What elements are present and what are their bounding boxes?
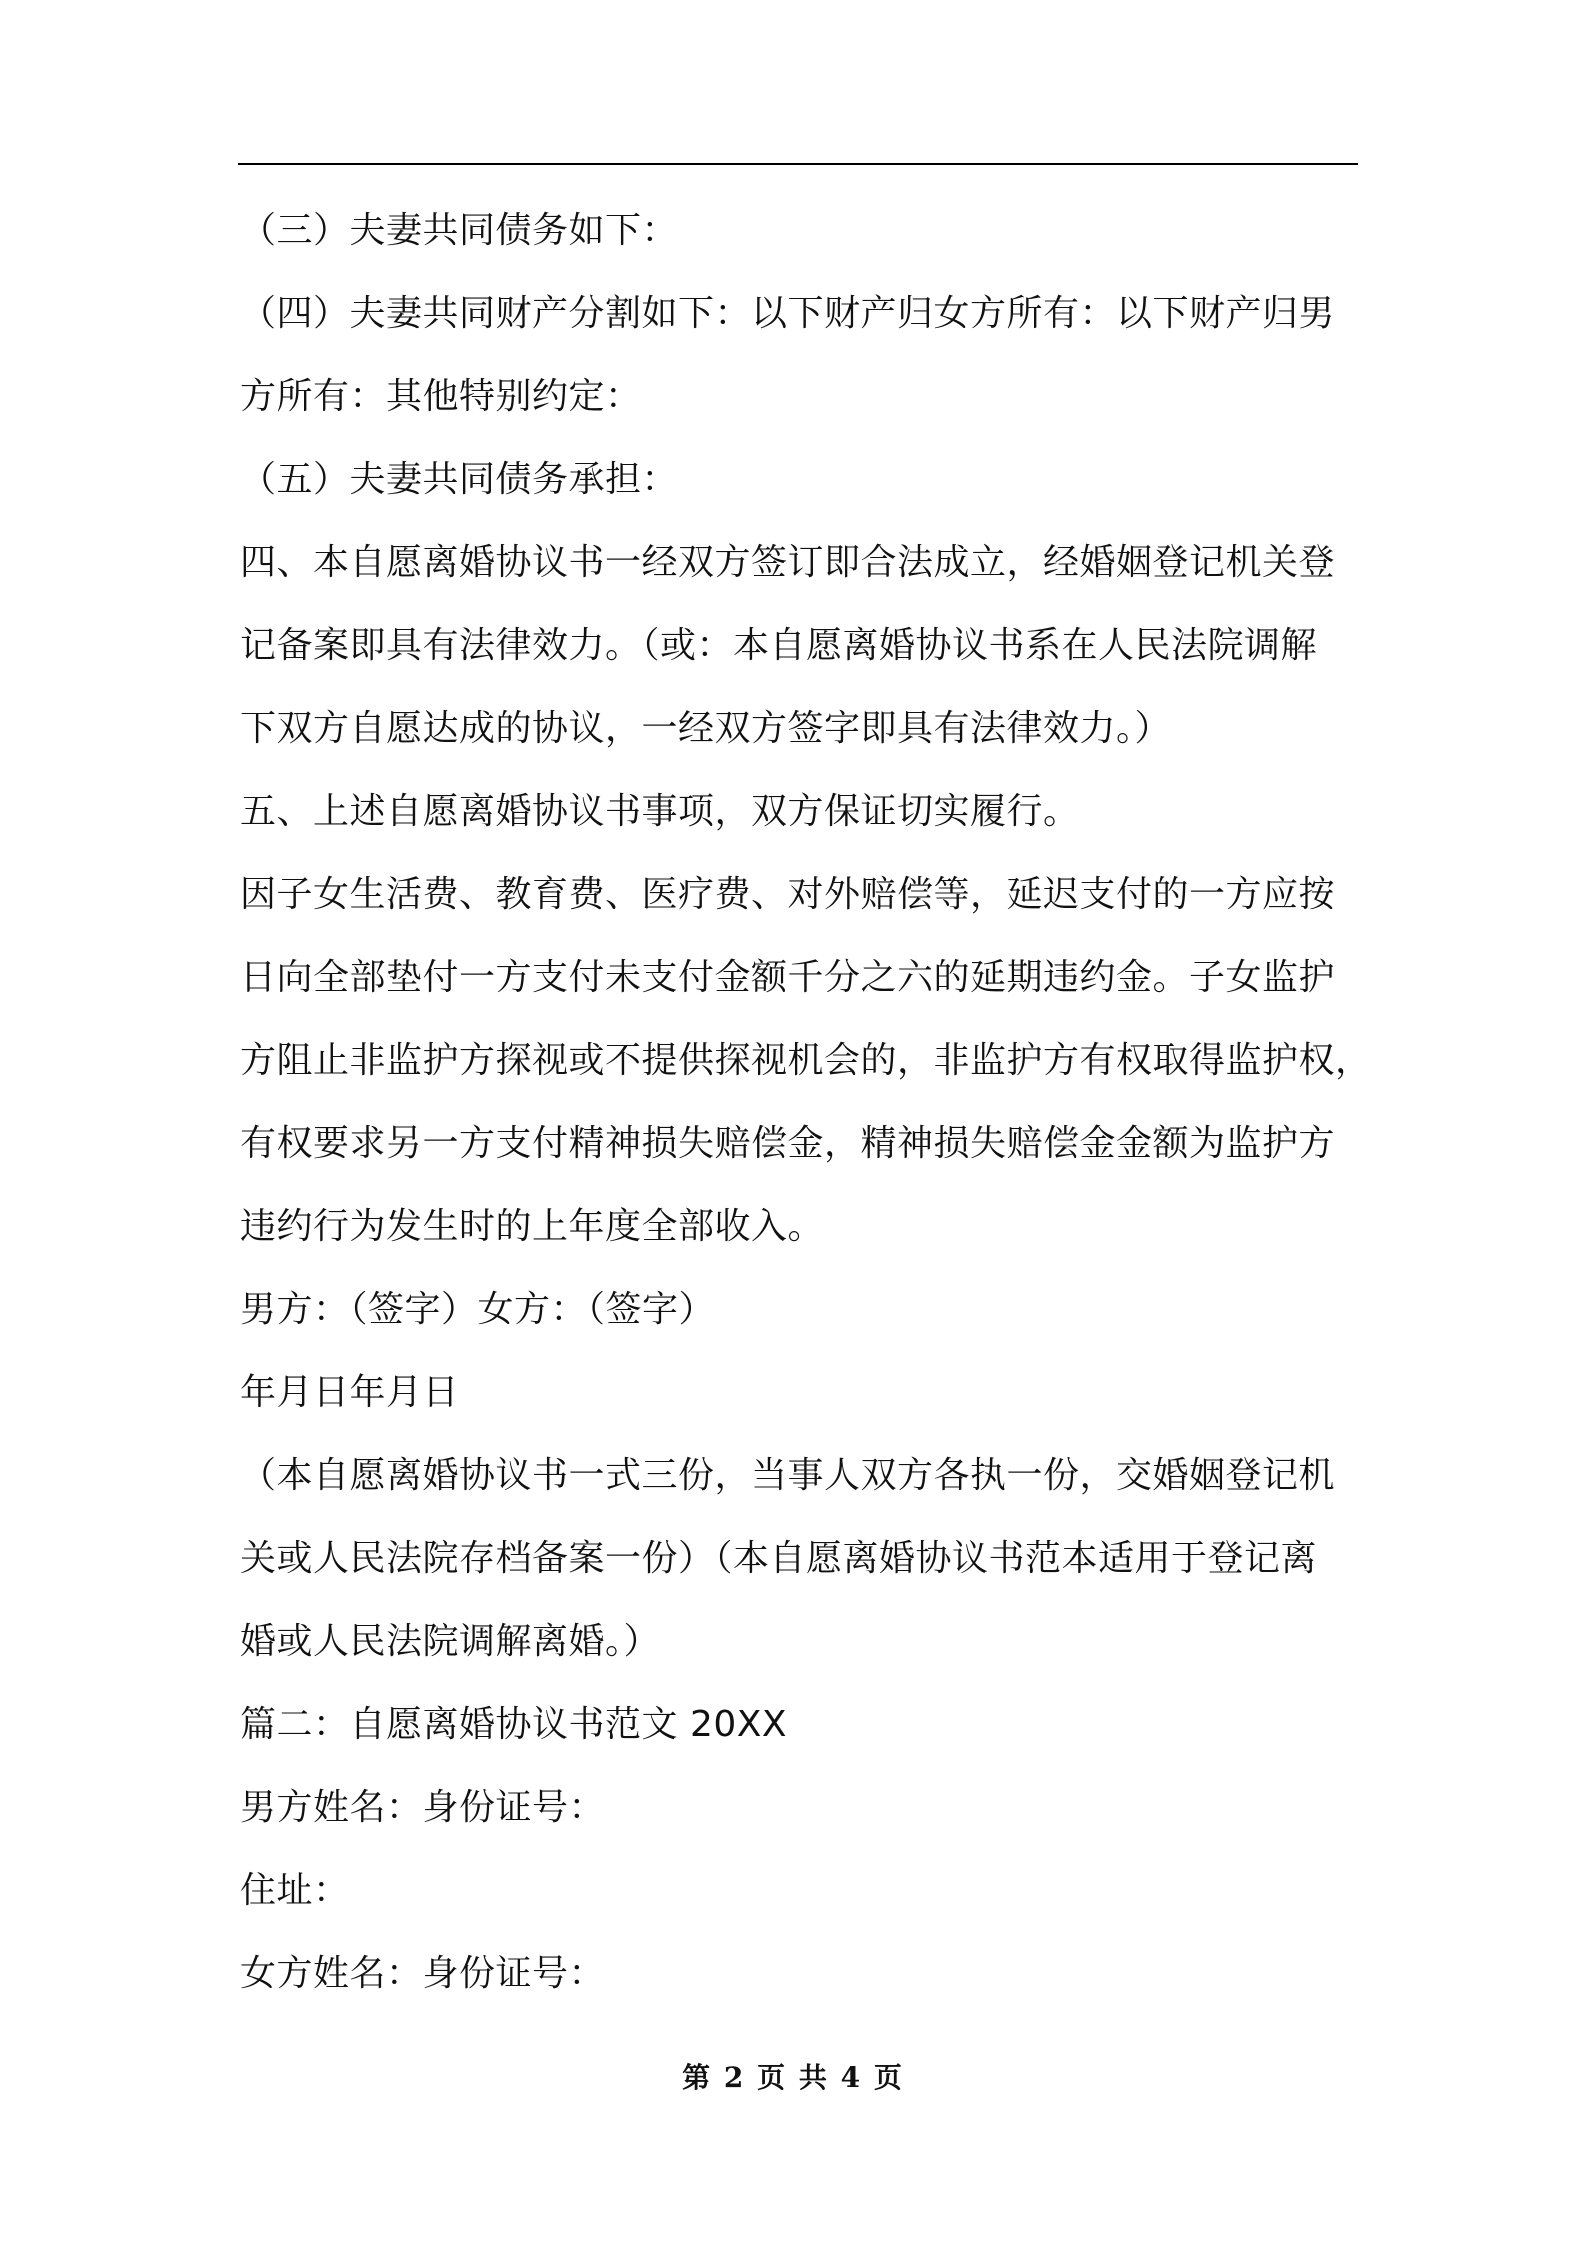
clause-3-debts: （三）夫妻共同债务如下：: [240, 210, 679, 251]
copies-note-line-2: 关或人民法院存档备案一份）（本自愿离婚协议书范本适用于登记离: [240, 1538, 1318, 1579]
page-number-footer: 第 2 页 共 4 页: [682, 2061, 904, 2094]
address-field: 住址：: [240, 1870, 350, 1911]
clause-5-debt-bearing: （五）夫妻共同债务承担：: [240, 459, 679, 500]
date-line: 年月日年月日: [240, 1372, 460, 1413]
clause-4-property-line-2: 方所有：其他特别约定：: [240, 376, 642, 417]
penalty-paragraph-line-5: 违约行为发生时的上年度全部收入。: [240, 1206, 825, 1247]
female-name-id-field: 女方姓名：身份证号：: [240, 1953, 606, 1994]
section-5-line-1: 五、上述自愿离婚协议书事项，双方保证切实履行。: [240, 791, 1080, 832]
copies-note-line-3: 婚或人民法院调解离婚。）: [240, 1621, 661, 1662]
penalty-paragraph-line-3: 方阻止非监护方探视或不提供探视机会的，非监护方有权取得监护权，: [240, 1040, 1372, 1081]
section-4-line-2: 记备案即具有法律效力。（或：本自愿离婚协议书系在人民法院调解: [240, 625, 1318, 666]
penalty-paragraph-line-2: 日向全部垫付一方支付未支付金额千分之六的延期违约金。子女监护: [240, 957, 1336, 998]
signature-line: 男方：（签字）女方：（签字）: [240, 1289, 716, 1330]
male-name-id-field: 男方姓名：身份证号：: [240, 1787, 606, 1828]
chapter-2-title: 篇二：自愿离婚协议书范文 20XX: [240, 1704, 788, 1745]
copies-note-line-1: （本自愿离婚协议书一式三份，当事人双方各执一份，交婚姻登记机: [240, 1455, 1336, 1496]
section-4-line-3: 下双方自愿达成的协议，一经双方签字即具有法律效力。）: [240, 708, 1172, 749]
section-4-line-1: 四、本自愿离婚协议书一经双方签订即合法成立，经婚姻登记机关登: [240, 542, 1336, 583]
penalty-paragraph-line-1: 因子女生活费、教育费、医疗费、对外赔偿等，延迟支付的一方应按: [240, 874, 1336, 915]
header-rule: [238, 163, 1358, 165]
clause-4-property-line-1: （四）夫妻共同财产分割如下：以下财产归女方所有：以下财产归男: [240, 293, 1336, 334]
penalty-paragraph-line-4: 有权要求另一方支付精神损失赔偿金，精神损失赔偿金金额为监护方: [240, 1123, 1336, 1164]
